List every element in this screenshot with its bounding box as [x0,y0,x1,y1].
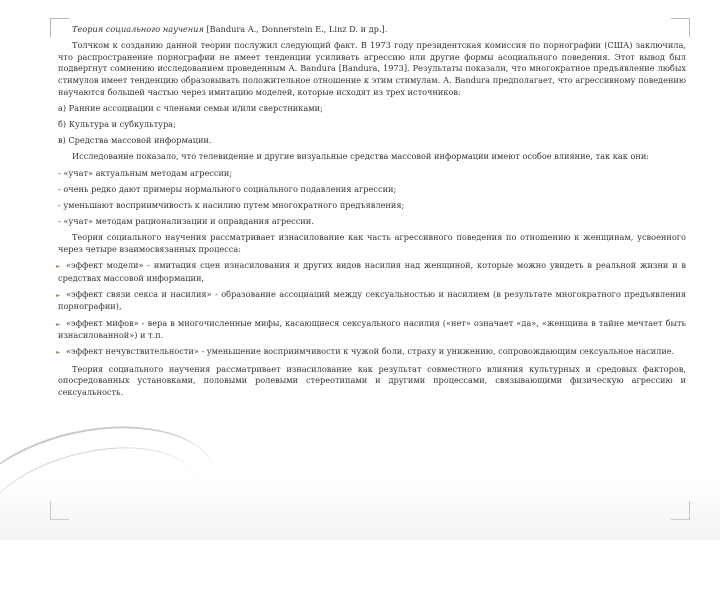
source-item: а) Ранние ассоциации с членами семьи и/или сверстниками; [58,102,323,113]
document-body [58,24,686,403]
bullet-arrow-icon: ► [56,349,61,357]
theory-authors: [Bandura A., Donnerstein E., Linz D. и др.]. [203,24,388,34]
bullet-item [58,346,686,359]
bullet-item [58,318,686,342]
bullet-text: «эффект связи секса и насилия» - образование ассоциаций между сексуальностью и насилием (в результате многократного предъявления порнографии), [58,288,686,312]
dash-item: - уменьшают восприимчивость к насилию путем многократного предъявления; [58,199,405,210]
bullet-text: «эффект мифов» - вера в многочисленные мифы, касающиеся сексуального насилия («нет» означает «да», «женщина в тайне мечтает быть изнасилованной») и т.п. [58,317,686,341]
bullet-arrow-icon: ► [56,291,61,299]
paragraph-research: Исследование показало, что телевидение и другие визуальные средства массовой информации имеют особое влияние, так как они: [72,151,650,162]
paragraph-conclusion: Теория социального научения рассматривает изнасилование как результат совместного влияния культурных и средовых факторов, опосредованных установками, половыми ролевыми стереотипами и другими процессами, связывающими физическую агрессию и сексуальность. [58,363,686,397]
dash-item: - «учат» актуальным методам агрессии; [58,167,233,178]
paragraph-processes: Теория социального научения рассматривает изнасилование как часть агрессивного поведения по отношению к женщинам, усвоенного через четыре взаимосвязанных процесса: [58,232,686,254]
heading-line [58,24,686,36]
paragraph-intro: Толчком к созданию данной теории послужил следующий факт. В 1973 году президентская комиссия по порнографии (США) заключила, что распространение порнографии не имеет тенденции усиливать агрессию или другие формы асоциального поведения. Этот вывод был подвергнут сомнению исследованием проведенным А. Bandura [Bandura, 1973]. Результаты показали, что многократное предъявление любых стимулов имеет тенденцию образовывать положительное отношение к этим стимулам. А. Bandura предполагает, что агрессивному поведению научаются большей частью через имитацию моделей, которые исходят из трех источников: [58,40,686,97]
bullet-arrow-icon: ► [56,320,61,328]
source-item: в) Средства массовой информации. [58,135,212,146]
bullet-item [58,289,686,313]
theory-title: Теория социального научения [72,24,204,34]
source-item: б) Культура и субкультура; [58,118,176,129]
dash-item: - очень редко дают примеры нормального социального подавления агрессии; [58,183,397,194]
bullet-item [58,260,686,284]
bullet-text: «эффект модели» - имитация сцен изнасилования и других видов насилия над женщиной, которые можно увидеть в реальной жизни и в средствах массовой информации, [58,260,686,283]
dash-item: - «учат» методам рационализации и оправдания агрессии. [58,216,314,227]
bottom-shadow [0,480,720,540]
bullet-text: «эффект нечувствительности» - уменьшение восприимчивости к чужой боли, страху и унижению, сопровождающим сексуальное насилие. [66,346,675,357]
bullet-arrow-icon: ► [56,263,61,271]
